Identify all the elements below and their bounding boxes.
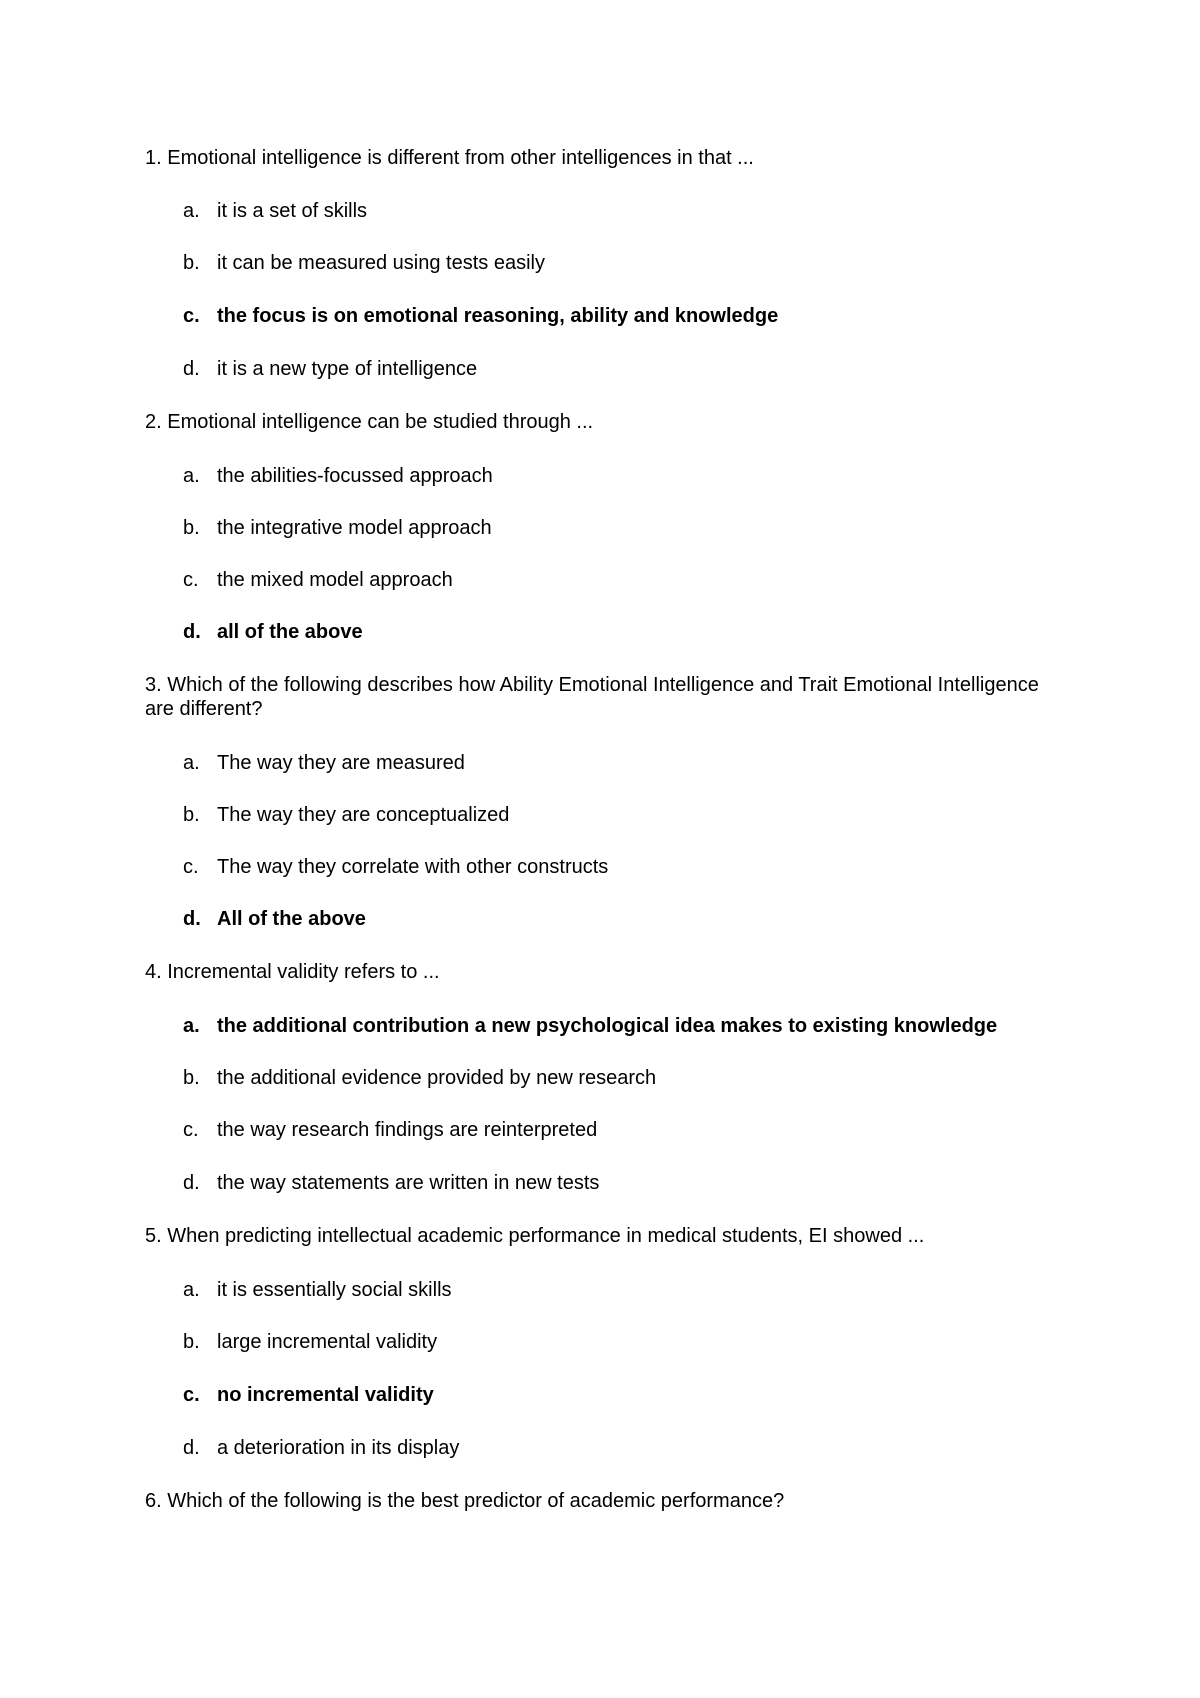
question-1: 1. Emotional intelligence is different from other intelligences in that ...: [145, 147, 754, 169]
option-text: a deterioration in its display: [217, 1437, 460, 1459]
option-2c: [183, 568, 453, 592]
option-5b: [183, 1330, 437, 1354]
option-1c-correct: [183, 304, 778, 328]
option-1d: [183, 357, 477, 381]
option-letter: b.: [183, 252, 200, 274]
option-letter: b.: [183, 1067, 200, 1089]
option-text: it is a set of skills: [217, 200, 368, 222]
question-4: 4. Incremental validity refers to ...: [145, 961, 440, 983]
option-text: the abilities-focussed approach: [217, 465, 493, 487]
question-2: 2. Emotional intelligence can be studied through ...: [145, 411, 594, 433]
option-letter: d.: [183, 1437, 200, 1459]
option-1b: [183, 251, 545, 275]
option-text: the way research findings are reinterpreted: [217, 1119, 598, 1141]
option-4b: [183, 1066, 656, 1090]
option-letter: d.: [183, 358, 200, 380]
question-3: 3. Which of the following describes how Ability Emotional Intelligence and Trait Emotional Intelligence are different?: [145, 674, 1039, 720]
option-2d-correct: [183, 620, 363, 644]
option-text: the mixed model approach: [217, 569, 453, 591]
option-text: The way they are measured: [217, 752, 465, 774]
option-3d-correct: [183, 907, 366, 931]
option-letter: b.: [183, 517, 200, 539]
option-letter: c.: [183, 305, 200, 327]
question-6: 6. Which of the following is the best predictor of academic performance?: [145, 1490, 785, 1512]
option-4a-correct: [183, 1014, 997, 1038]
option-5d: [183, 1436, 459, 1460]
option-text: it can be measured using tests easily: [217, 252, 545, 274]
option-text: all of the above: [217, 621, 363, 643]
option-letter: d.: [183, 1172, 200, 1194]
option-5a: [183, 1278, 452, 1302]
option-3b: [183, 803, 509, 827]
question-5: 5. When predicting intellectual academic performance in medical students, EI showed ...: [145, 1225, 925, 1247]
option-text: The way they correlate with other constructs: [217, 856, 609, 878]
option-letter: a.: [183, 200, 200, 222]
option-text: The way they are conceptualized: [217, 804, 510, 826]
option-1a: [183, 199, 367, 223]
document-page: [145, 0, 1085, 1698]
option-text: it is a new type of intelligence: [217, 358, 478, 380]
option-text: no incremental validity: [217, 1384, 434, 1406]
option-2a: [183, 464, 493, 488]
option-text: large incremental validity: [217, 1331, 438, 1353]
option-text: it is essentially social skills: [217, 1279, 452, 1301]
option-2b: [183, 516, 492, 540]
option-letter: b.: [183, 804, 200, 826]
option-text: All of the above: [217, 908, 366, 930]
option-letter: d.: [183, 621, 201, 643]
option-letter: a.: [183, 1015, 200, 1037]
option-5c-correct: [183, 1383, 434, 1407]
option-letter: d.: [183, 908, 201, 930]
option-letter: c.: [183, 1384, 200, 1406]
option-text: the way statements are written in new tests: [217, 1172, 600, 1194]
option-letter: a.: [183, 752, 200, 774]
option-3a: [183, 751, 465, 775]
option-letter: a.: [183, 1279, 200, 1301]
option-letter: a.: [183, 465, 200, 487]
option-3c: [183, 855, 608, 879]
option-letter: c.: [183, 856, 199, 878]
option-letter: c.: [183, 569, 199, 591]
option-text: the additional contribution a new psychological idea makes to existing knowledge: [217, 1015, 998, 1037]
option-letter: b.: [183, 1331, 200, 1353]
option-text: the additional evidence provided by new research: [217, 1067, 657, 1089]
option-4d: [183, 1171, 599, 1195]
option-4c: [183, 1118, 597, 1142]
option-letter: c.: [183, 1119, 199, 1141]
option-text: the focus is on emotional reasoning, ability and knowledge: [217, 305, 779, 327]
option-text: the integrative model approach: [217, 517, 492, 539]
